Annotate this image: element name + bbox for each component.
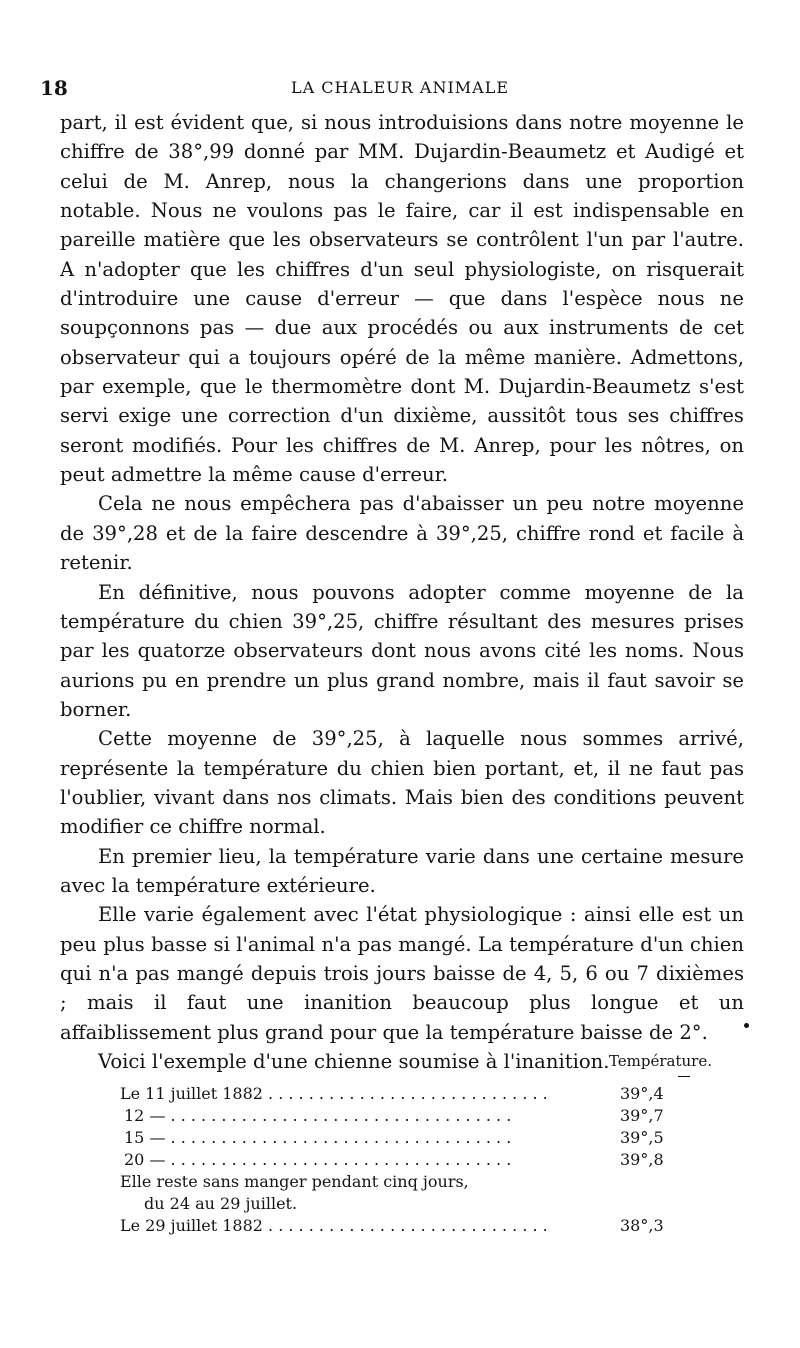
table-row (120, 1149, 720, 1171)
row-temperature: 39°,7 (620, 1106, 664, 1125)
table-note: du 24 au 29 juillet. (144, 1194, 298, 1213)
row-temperature: 39°,4 (620, 1084, 664, 1103)
paragraph: Cette moyenne de 39°,25, à laquelle nous sommes arrivé, représente la température du chien bien portant, et, il ne faut pas l'oublier, vivant dans nos climats. Mais bien des conditions peuvent modifier ce chiffre normal. (60, 727, 744, 839)
paragraph: En premier lieu, la température varie dans une certaine mesure avec la température extérieure. (60, 844, 744, 897)
row-date: 15 — . . . . . . . . . . . . . . . . . . . . . . . . . . . . . . . . . . (124, 1128, 512, 1147)
row-temperature: 39°,8 (620, 1150, 664, 1169)
column-header-rule (678, 1076, 690, 1077)
paragraph: En définitive, nous pouvons adopter comme moyenne de la température du chien 39°,25, chiffre résultant des mesures prises par les quatorze observateurs dont nous avons cité les noms. Nous aurions pu en prendre un plus grand nombre, mais il faut savoir se borner. (60, 580, 744, 721)
table-row (120, 1215, 720, 1237)
table-note: Elle reste sans manger pendant cinq jours, (120, 1172, 469, 1191)
paragraph: Elle varie également avec l'état physiologique : ainsi elle est un peu plus basse si l'animal n'a pas mangé. La température d'un chien qui n'a pas mangé depuis trois jours baisse de 4, 5, 6 ou 7 dixièmes ; mais il faut une inanition beaucoup plus longue et un affaiblissement plus grand pour que la température baisse de 2°. (60, 903, 744, 1044)
table-column-header: Température. (608, 1052, 712, 1070)
body-text (60, 108, 744, 1076)
row-temperature: 38°,3 (620, 1216, 664, 1235)
table-row (120, 1127, 720, 1149)
page-number: 18 (40, 76, 68, 100)
row-date: 12 — . . . . . . . . . . . . . . . . . . . . . . . . . . . . . . . . . . (124, 1106, 512, 1125)
table-row (120, 1083, 720, 1105)
row-date: 20 — . . . . . . . . . . . . . . . . . . . . . . . . . . . . . . . . . . (124, 1150, 512, 1169)
paragraph: Voici l'exemple d'une chienne soumise à l'inanition. (98, 1050, 610, 1073)
row-date: Le 11 juillet 1882 . . . . . . . . . . . . . . . . . . . . . . . . . . . . (120, 1084, 548, 1103)
paragraph: Cela ne nous empêchera pas d'abaisser un peu notre moyenne de 39°,28 et de la faire descendre à 39°,25, chiffre rond et facile à retenir. (60, 492, 744, 575)
paragraph: part, il est évident que, si nous introduisions dans notre moyenne le chiffre de 38°,99 donné par MM. Dujardin-Beaumetz et Audigé et celui de M. Anrep, nous la changerions dans une proportion notable. Nous ne voulons pas le faire, car il est indispensable en pareille matière que les observateurs se contrôlent l'un par l'autre. A n'adopter que les chiffres d'un seul physiologiste, on risquerait d'introduire une cause d'erreur — que dans l'espèce nous ne soupçonnons pas — due aux procédés ou aux instruments de cet observateur qui a toujours opéré de la même manière. Admettons, par exemple, que le thermomètre dont M. Dujardin-Beaumetz s'est servi exige une correction d'un dixième, aussitôt tous ses chiffres seront modifiés. Pour les chiffres de M. Anrep, pour les nôtres, on peut admettre la même cause d'erreur. (60, 111, 744, 487)
table-row (120, 1105, 720, 1127)
running-title: LA CHALEUR ANIMALE (290, 78, 510, 97)
row-temperature: 39°,5 (620, 1128, 664, 1147)
row-date: Le 29 juillet 1882 . . . . . . . . . . . . . . . . . . . . . . . . . . . . (120, 1216, 548, 1235)
table-rows (120, 1083, 720, 1237)
running-head (40, 76, 760, 102)
margin-dot (744, 1023, 749, 1028)
